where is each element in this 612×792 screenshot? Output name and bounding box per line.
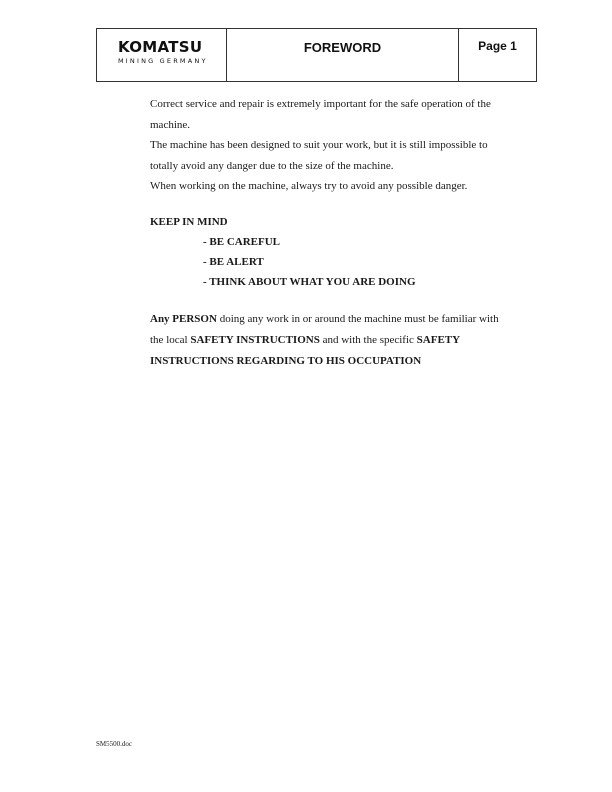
- emphasis-text: SAFETY INSTRUCTIONS: [190, 334, 320, 346]
- page-number: Page 1: [478, 39, 517, 53]
- body-text: the local: [150, 334, 191, 346]
- intro-line: totally avoid any danger due to the size of the machine.: [150, 159, 394, 172]
- logo-subtext: MINING GERMANY: [118, 57, 208, 65]
- footer-doc-name: SM5500.doc: [96, 740, 132, 748]
- keep-in-mind-list: [203, 232, 416, 292]
- page-title: FOREWORD: [303, 40, 382, 55]
- safety-line: [150, 330, 530, 351]
- page-number-cell: [459, 29, 536, 81]
- safety-line: [150, 351, 530, 372]
- body-text: doing any work in or around the machine must be familiar with: [216, 313, 499, 325]
- intro-line: machine.: [150, 118, 191, 131]
- page-header: [96, 28, 537, 82]
- intro-line: The machine has been designed to suit your work, but it is still impossible to: [150, 139, 488, 151]
- logo-cell: [97, 29, 227, 81]
- emphasis-text: Any PERSON: [150, 313, 217, 325]
- keep-in-mind-item: - BE ALERT: [203, 256, 264, 268]
- intro-paragraph: [150, 94, 530, 197]
- emphasis-text: SAFETY: [416, 334, 461, 346]
- intro-line: Correct service and repair is extremely important for the safe operation of the: [150, 98, 491, 110]
- safety-line: [150, 309, 530, 330]
- safety-paragraph: [150, 309, 530, 372]
- keep-in-mind-heading: KEEP IN MIND: [150, 216, 228, 228]
- title-cell: [227, 29, 459, 81]
- emphasis-text: INSTRUCTIONS REGARDING TO HIS OCCUPATION: [150, 355, 422, 367]
- keep-in-mind-item: - THINK ABOUT WHAT YOU ARE DOING: [203, 276, 416, 288]
- intro-line: When working on the machine, always try to avoid any possible danger.: [150, 180, 468, 192]
- keep-in-mind-item: - BE CAREFUL: [203, 236, 281, 248]
- body-text: and with the specific: [319, 334, 417, 346]
- komatsu-logo: KOMATSU: [118, 38, 203, 56]
